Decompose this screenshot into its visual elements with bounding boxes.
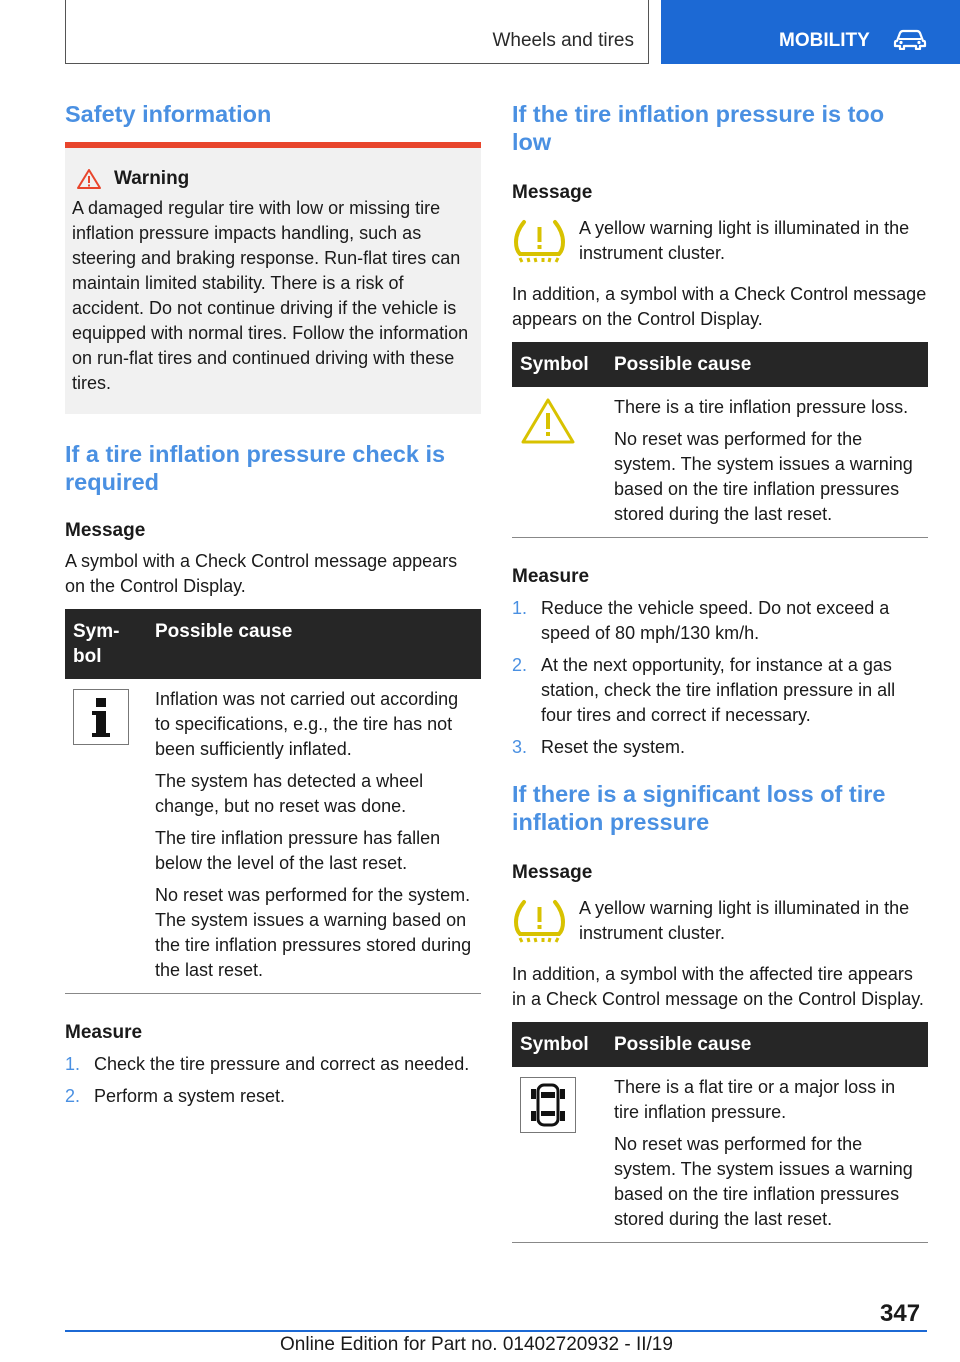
footer-divider <box>65 1330 927 1332</box>
cause-column-header: Possible cause <box>606 1022 928 1067</box>
cause-text: There is a flat tire or a major loss in tire inflation pressure. <box>614 1077 896 1122</box>
cause-text: No reset was performed for the system. The system issues a warning based on the tire inflation pressures stored during the last reset. <box>614 1134 913 1229</box>
list-item <box>512 735 928 760</box>
measure-label: Measure <box>65 1022 143 1043</box>
cause-cell <box>147 679 481 994</box>
table-row <box>512 387 928 538</box>
step-number: 3. <box>512 737 528 757</box>
tire-pressure-warning-icon <box>512 898 567 944</box>
right-column <box>512 100 928 1243</box>
check-required-heading: If a tire inflation pressure check is required <box>65 441 446 495</box>
symbol-cell <box>65 679 147 994</box>
cause-text: The system has detected a wheel change, but no reset was done. <box>155 771 424 816</box>
cause-cell <box>606 387 928 538</box>
step-text: At the next opportunity, for instance at a gas station, check the tire inflation pressure in all four tires and correct if necessary. <box>541 655 896 725</box>
list-item <box>512 596 928 646</box>
edition-text: Online Edition for Part no. 01402720932 - II/19 <box>280 1334 673 1355</box>
step-number: 1. <box>512 598 528 618</box>
symbol-cell <box>512 1067 606 1243</box>
step-text: Reduce the vehicle speed. Do not exceed a speed of 80 mph/130 km/h. <box>541 598 890 643</box>
message-label: Message <box>512 182 593 203</box>
warning-light-text: A yellow warning light is illuminated in the instrument cluster. <box>579 898 910 943</box>
step-number: 2. <box>512 655 528 675</box>
symbol-column-header: Sym- bol <box>65 609 147 679</box>
loss-cause-table <box>512 1022 928 1243</box>
addition-text: In addition, a symbol with the affected tire appears in a Check Control message on the Control Display. <box>512 964 924 1009</box>
step-text: Reset the system. <box>541 737 686 757</box>
warning-triangle-icon <box>76 168 102 190</box>
warning-light-text: A yellow warning light is illuminated in the instrument cluster. <box>579 218 910 263</box>
step-text: Check the tire pressure and correct as needed. <box>94 1054 470 1074</box>
yellow-warning-triangle-icon <box>520 397 576 445</box>
list-item <box>65 1084 481 1109</box>
measure-label: Measure <box>512 566 590 587</box>
tire-pressure-warning-icon <box>512 218 567 264</box>
significant-loss-heading: If there is a significant loss of tire inflation pressure <box>512 781 886 835</box>
symbol-column-header: Symbol <box>512 1022 606 1067</box>
cause-text: The tire inflation pressure has fallen below the level of the last reset. <box>155 828 441 873</box>
warning-box <box>65 142 481 414</box>
header-section-box <box>65 0 649 64</box>
warning-text: A damaged regular tire with low or missing tire inflation pressure impacts handling, such as steering and braking response. Run-flat tires can maintain limited stability. There is a risk of accident. Do not continue driving if the vehicle is equipped with normal tires. Follow the information on run-flat tires and continued driving with these tires. <box>72 198 469 393</box>
info-icon <box>73 689 129 745</box>
low-cause-table <box>512 342 928 538</box>
warning-light-row <box>512 896 928 946</box>
table-row <box>65 679 481 994</box>
cause-text: There is a tire inflation pressure loss. <box>614 397 909 417</box>
warning-label: Warning <box>114 168 190 189</box>
mobility-tab[interactable] <box>661 0 960 64</box>
check-cause-table <box>65 609 481 994</box>
car-top-view-flat-tire-icon <box>520 1077 576 1133</box>
warning-header <box>76 168 474 190</box>
cause-cell <box>606 1067 928 1243</box>
step-text: Perform a system reset. <box>94 1086 286 1106</box>
too-low-heading: If the tire inflation pressure is too low <box>512 101 885 155</box>
list-item <box>65 1052 481 1077</box>
message-label: Message <box>65 520 146 541</box>
step-number: 2. <box>65 1086 81 1106</box>
symbol-cell <box>512 387 606 538</box>
addition-text: In addition, a symbol with a Check Control message appears on the Control Display. <box>512 284 927 329</box>
message-label: Message <box>512 862 593 883</box>
measure-steps <box>512 596 928 760</box>
left-column <box>65 100 481 1116</box>
car-icon <box>893 28 927 50</box>
cause-text: No reset was performed for the system. The system issues a warning based on the tire inflation pressures stored during the last reset. <box>155 885 472 980</box>
cause-text: Inflation was not carried out according to specifications, e.g., the tire has not been sufficiently inflated. <box>155 689 459 759</box>
warning-light-row <box>512 216 928 266</box>
message-text: A symbol with a Check Control message appears on the Control Display. <box>65 551 458 596</box>
cause-column-header: Possible cause <box>606 342 928 387</box>
measure-steps <box>65 1052 481 1109</box>
step-number: 1. <box>65 1054 81 1074</box>
list-item <box>512 653 928 728</box>
safety-info-heading: Safety information <box>65 101 272 127</box>
page-number: 347 <box>880 1300 921 1327</box>
symbol-column-header: Symbol <box>512 342 606 387</box>
section-title: Wheels and tires <box>492 30 634 51</box>
cause-text: No reset was performed for the system. The system issues a warning based on the tire inflation pressures stored during the last reset. <box>614 429 913 524</box>
tab-label: MOBILITY <box>779 30 870 51</box>
table-row <box>512 1067 928 1243</box>
cause-column-header: Possible cause <box>147 609 481 679</box>
